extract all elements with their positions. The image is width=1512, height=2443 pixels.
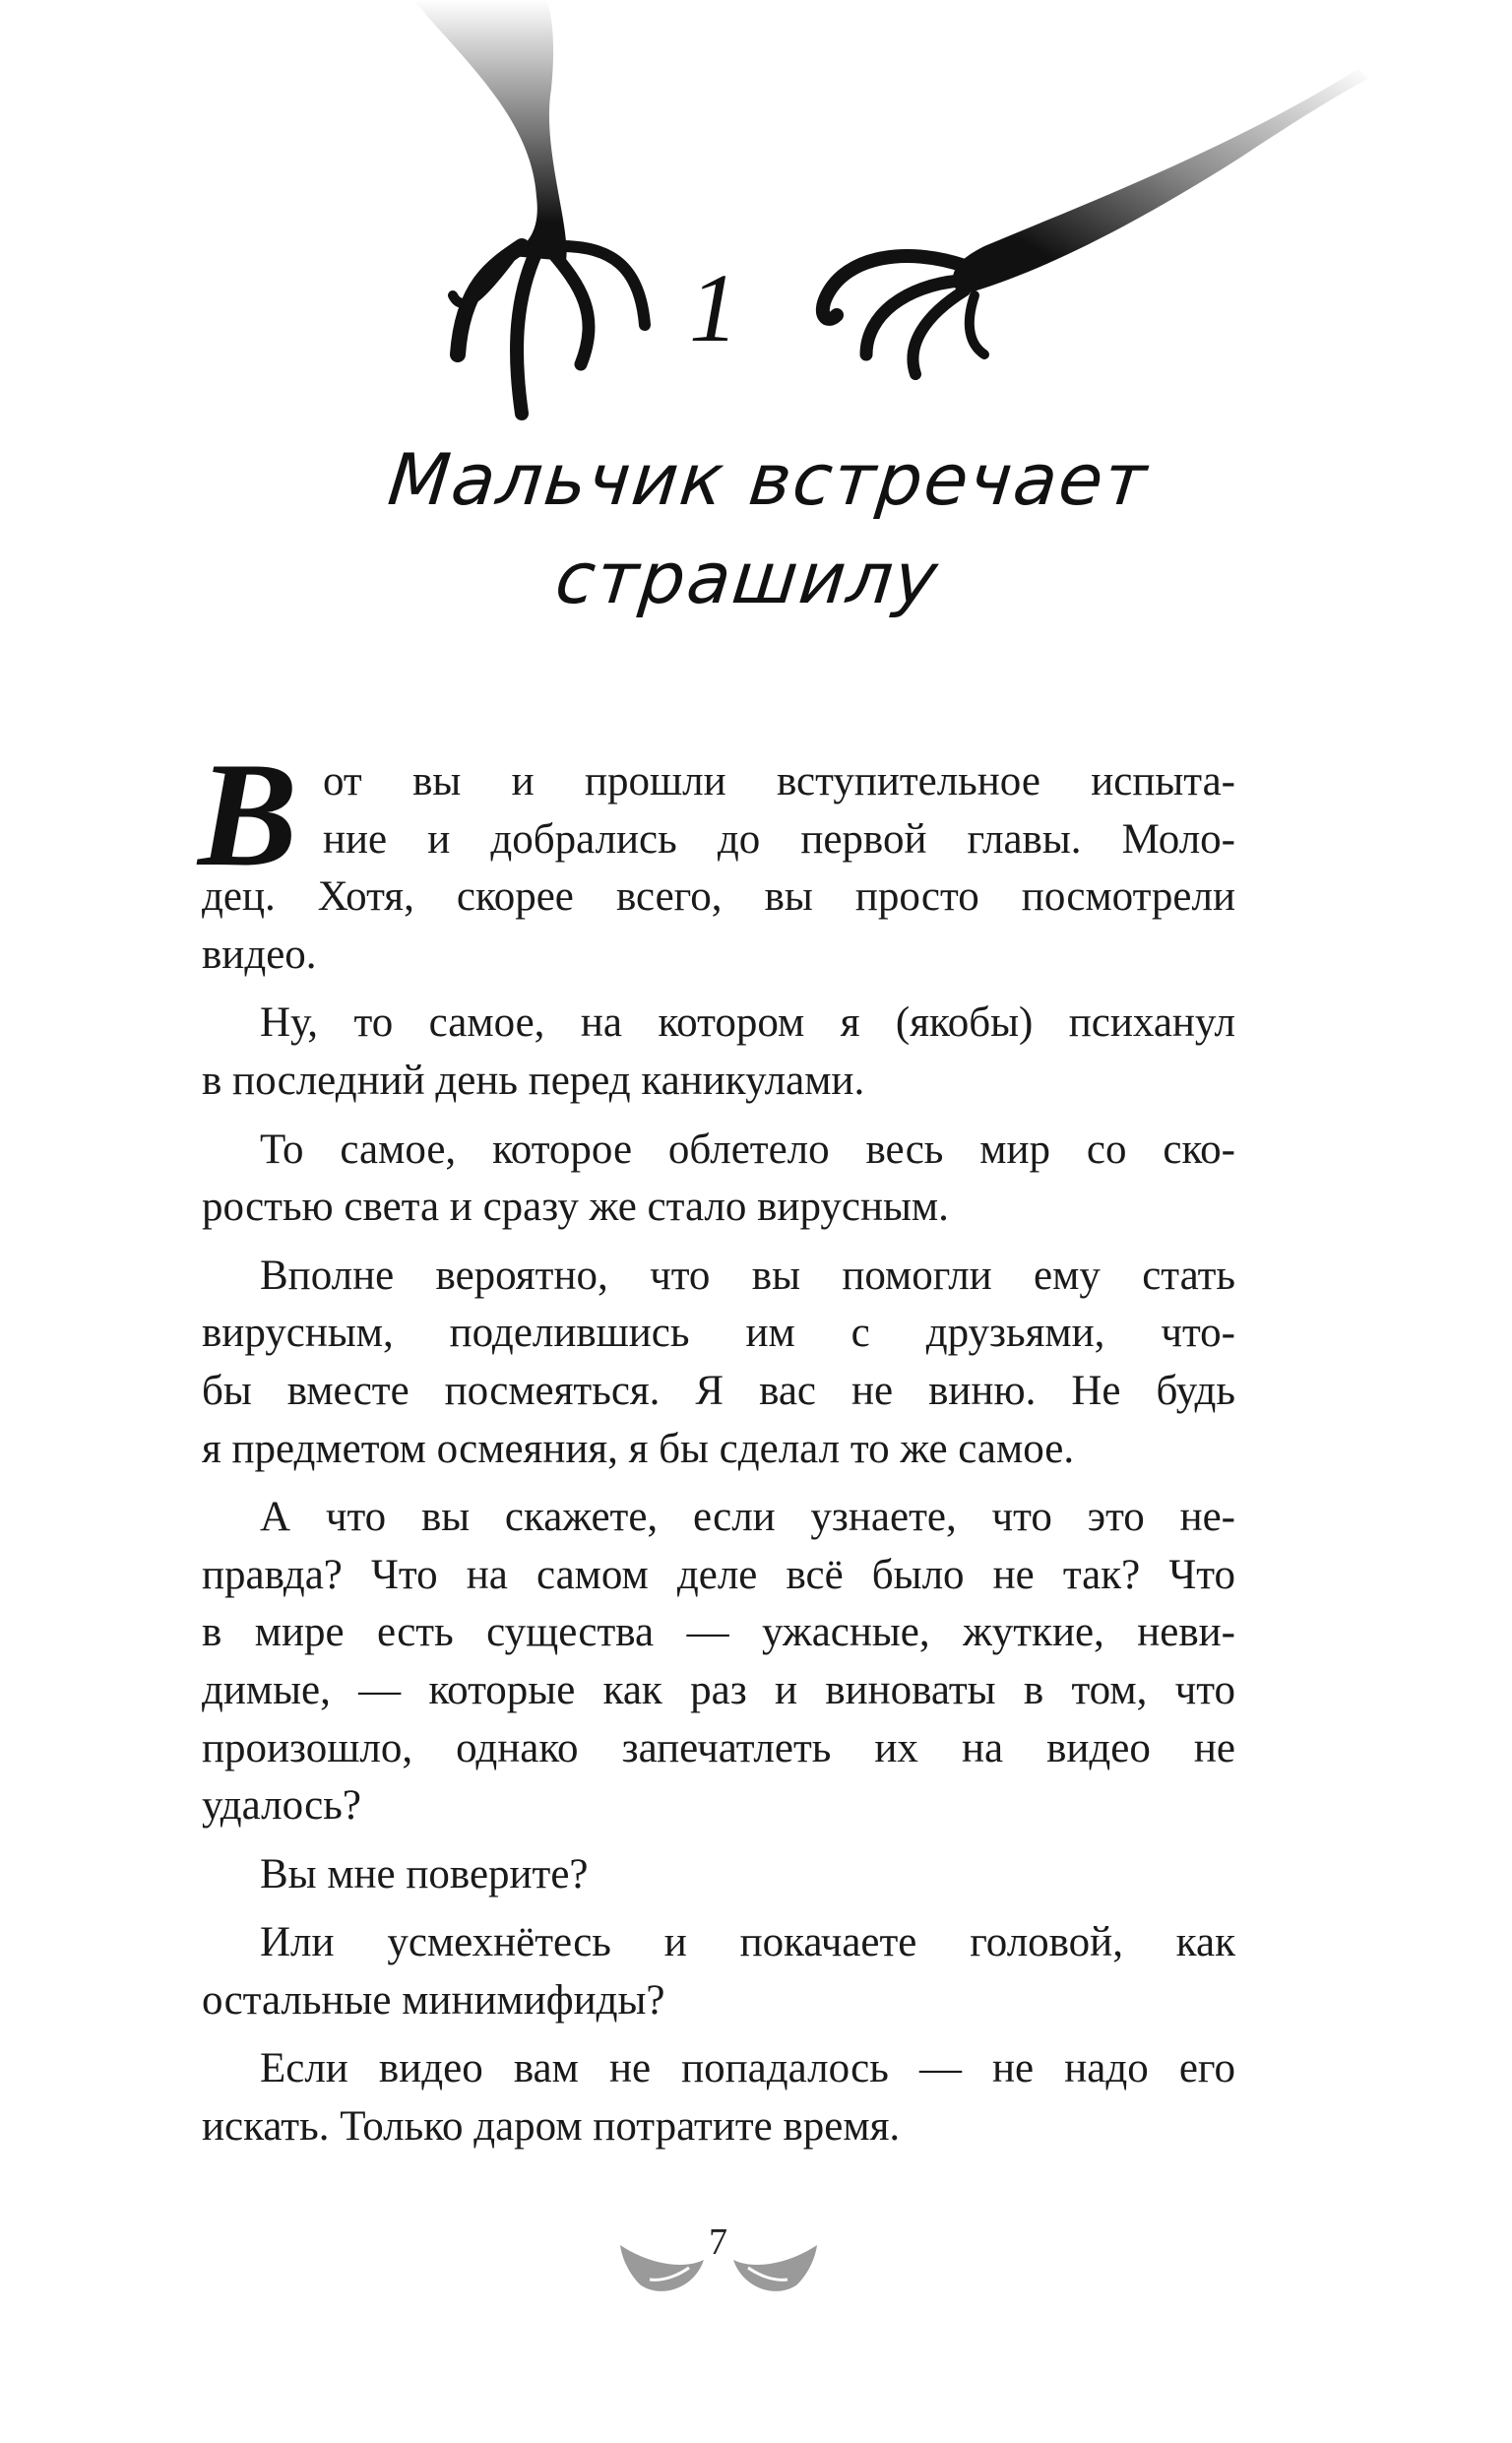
right-claw-hand-icon: [823, 69, 1368, 374]
paragraph: [202, 1846, 1235, 1904]
text-line: видео.: [202, 931, 317, 978]
paragraph: [202, 995, 1235, 1110]
paragraph: [202, 1122, 1235, 1237]
text-line: Ну, то самое, на котором я (якобы) психанул: [260, 999, 1235, 1047]
chapter-title-line-2: страшилу: [551, 537, 944, 619]
text-line: Вполне вероятно, что вы помогли ему стать: [260, 1252, 1235, 1299]
text-line: ростью света и сразу же стало вирусным.: [202, 1184, 949, 1231]
paragraph: [202, 1248, 1235, 1478]
text-line: произошло, однако запечатлеть их на видео не: [202, 1724, 1235, 1771]
text-line: дец. Хотя, скорее всего, вы просто посмотрели: [202, 873, 1235, 921]
text-line: Или усмехнётесь и покачаете головой, как: [260, 1919, 1235, 1966]
text-line: искать. Только даром потратите время.: [202, 2103, 901, 2151]
chapter-number: 1: [689, 253, 738, 362]
text-line: в последний день перед каникулами.: [202, 1057, 865, 1104]
text-line: правда? Что на самом деле всё было не так? Что: [202, 1551, 1235, 1598]
text-line: в мире есть существа — ужасные, жуткие, неви-: [202, 1609, 1235, 1656]
text-line: вирусным, поделившись им с друзьями, что-: [202, 1310, 1235, 1357]
text-line: А что вы скажете, если узнаете, что это не-: [260, 1494, 1235, 1541]
paragraph: [202, 1489, 1235, 1835]
left-claw-hand-icon: [413, 0, 645, 414]
paragraph: [202, 753, 1235, 984]
page-footer: [610, 2220, 827, 2309]
text-line: от вы и прошли вступительное испыта-: [323, 758, 1235, 804]
page-number: 7: [709, 2221, 727, 2263]
chapter-title-line-1: Мальчик встречает: [384, 438, 1153, 521]
text-line: остальные минимифиды?: [202, 1976, 665, 2024]
drop-cap: В: [198, 732, 298, 897]
text-line: Вы мне поверите?: [260, 1850, 589, 1897]
paragraph: [202, 2040, 1235, 2155]
text-line: удалось?: [202, 1782, 361, 1830]
text-line: Если видео вам не попадалось — не надо его: [260, 2045, 1235, 2092]
body-text: [198, 732, 1235, 2167]
text-line: я предметом осмеяния, я бы сделал то же самое.: [202, 1425, 1075, 1472]
text-line: То самое, которое облетело весь мир со ско-: [260, 1125, 1235, 1173]
text-line: ние и добрались до первой главы. Моло-: [323, 815, 1235, 863]
text-line: бы вместе посмеяться. Я вас не виню. Не будь: [202, 1367, 1235, 1414]
paragraph: [202, 1914, 1235, 2029]
text-line: димые, — которые как раз и виноваты в том, что: [202, 1666, 1235, 1713]
